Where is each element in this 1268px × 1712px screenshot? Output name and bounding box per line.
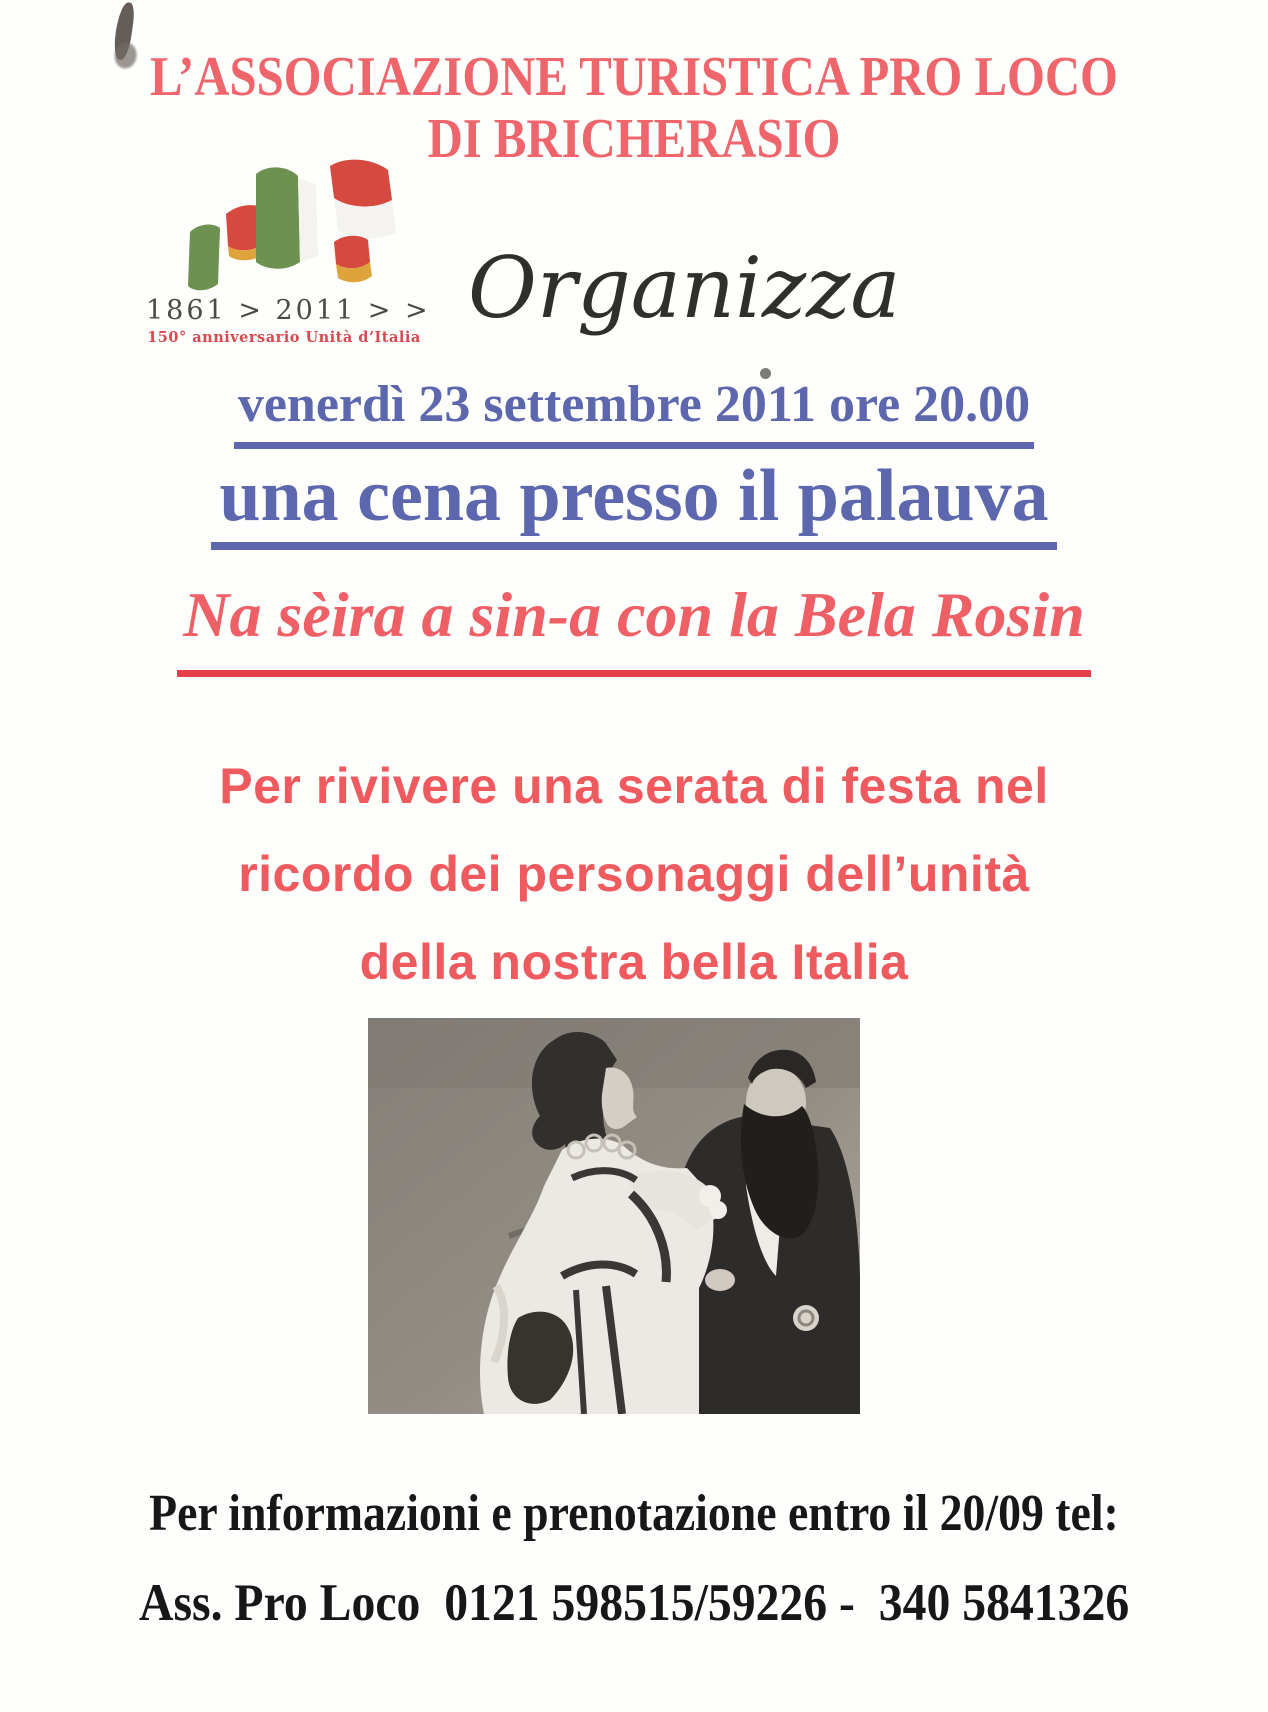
event-name-text: una cena presso il palauva (211, 452, 1056, 550)
association-title (0, 46, 1268, 170)
piedmontese-subtitle-text: Na sèira a sin-a con la Bela Rosin (177, 576, 1090, 677)
piedmontese-subtitle-line (0, 576, 1268, 677)
event-datetime-text: venerdì 23 settembre 2011 ore 20.00 (234, 374, 1034, 449)
association-title-line1: L’ASSOCIAZIONE TURISTICA PRO LOCO (150, 46, 1118, 108)
organizza-heading: Organizza (468, 239, 901, 337)
logo-caption-label: 150° anniversario Unità d’Italia (147, 329, 421, 346)
description-line1: Per rivivere una serata di festa nel (219, 758, 1049, 814)
italian-tricolor-flags-icon (164, 156, 404, 294)
historic-couple-photo (368, 1018, 860, 1414)
footer-contacts-text: Ass. Pro Loco 0121 598515/59226 - 340 5841326 (138, 1574, 1130, 1632)
association-title-line2: DI BRICHERASIO (427, 108, 841, 170)
logo-years-label: 1861 > 2011 > > (146, 295, 431, 326)
footer-info-line (0, 1482, 1268, 1546)
event-datetime-line (0, 374, 1268, 449)
event-description (0, 742, 1268, 1006)
footer-info-text: Per informazioni e prenotazione entro il 20/09 tel: (149, 1485, 1119, 1542)
anniversary-150-logo (146, 156, 431, 347)
event-name-line (0, 452, 1268, 550)
footer-contacts-line (0, 1570, 1268, 1636)
description-line2: ricordo dei personaggi dell’unità (238, 846, 1030, 902)
description-line3: della nostra bella Italia (359, 934, 909, 990)
bela-rosin-vittorio-emanuele-photo (368, 1018, 860, 1414)
